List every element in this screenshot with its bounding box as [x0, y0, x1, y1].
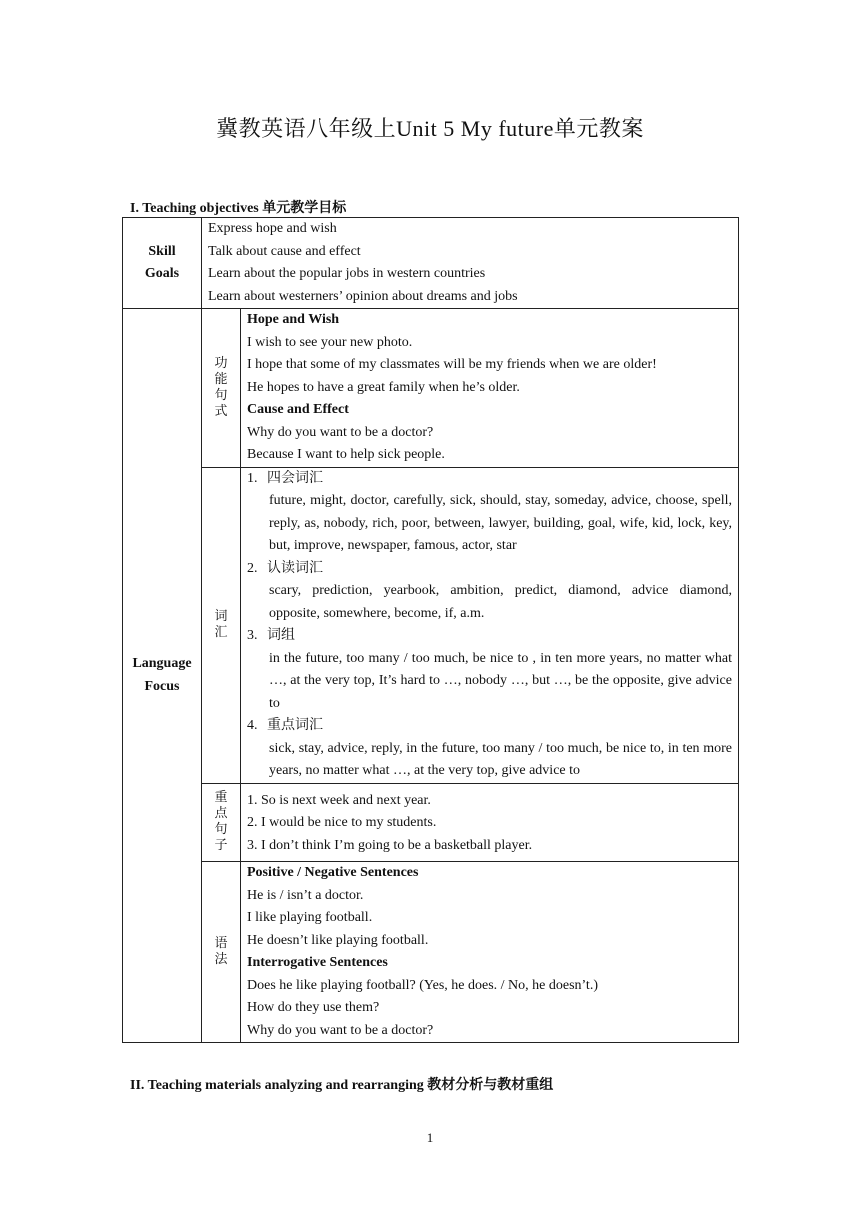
grammar-row: [123, 862, 739, 1043]
vocabulary-item-text: future, might, doctor, carefully, sick, should, stay, someday, advice, choose, spell, reply, as, nobody, rich, poor, between, lawyer, building, goal, wife, kid, lock, key, but, improve, newspaper, famous, actor, star: [269, 493, 732, 553]
vocabulary-item-number: 2.: [247, 560, 258, 576]
grammar-heading-interrogative: Interrogative Sentences: [247, 955, 388, 970]
grammar-line: He doesn’t like playing football.: [247, 932, 429, 948]
vocabulary-item-number: 3.: [247, 628, 258, 643]
grammar-label: [202, 862, 241, 1043]
key-sentence: 1. So is next week and next year.: [247, 792, 431, 808]
grammar-line: Why do you want to be a doctor?: [247, 1022, 434, 1038]
section-heading-materials: II. Teaching materials analyzing and rearranging 教材分析与教材重组: [130, 1078, 554, 1093]
functions-line: I wish to see your new photo.: [247, 334, 413, 350]
section-heading-objectives: I. Teaching objectives 单元教学目标: [130, 201, 347, 216]
functions-line: Why do you want to be a doctor?: [247, 424, 434, 440]
skill-goals-label-line2: Goals: [144, 266, 180, 281]
key-sentences-label-char: 句: [214, 822, 228, 838]
vocabulary-item-title-text: 词组: [267, 628, 295, 643]
page-number: 1: [426, 1130, 434, 1145]
page-title: 冀教英语八年级上Unit 5 My future单元教案: [216, 116, 644, 141]
vocabulary-item-title-text: 四会词汇: [267, 470, 323, 486]
skill-goals-label-line1: Skill: [148, 243, 176, 259]
grammar-line: Does he like playing football? (Yes, he does. / No, he doesn’t.): [247, 977, 598, 993]
vocabulary-item-title: [247, 468, 732, 491]
key-sentences-content: [241, 783, 739, 862]
key-sentences-label-char: 重: [214, 790, 228, 806]
vocabulary-item-number: 4.: [247, 718, 258, 733]
language-focus-label-line1: Language: [132, 656, 192, 671]
grammar-content: [241, 862, 739, 1043]
grammar-line: I like playing football.: [247, 910, 373, 925]
vocabulary-item-title: [247, 715, 732, 738]
functions-line: Because I want to help sick people.: [247, 447, 445, 462]
vocabulary-item-title-text: 认读词汇: [267, 560, 323, 576]
grammar-heading-positive-negative: Positive / Negative Sentences: [247, 865, 419, 880]
grammar-label-char: 法: [214, 952, 228, 967]
vocabulary-item-text: sick, stay, advice, reply, in the future, too many / too much, be nice to, in ten more years, no matter what …, at the very top, give advice to: [269, 740, 732, 778]
functions-line: I hope that some of my classmates will be my friends when we are older!: [247, 357, 657, 372]
vocabulary-item-title: [247, 558, 732, 581]
functions-label-char: 式: [214, 403, 228, 419]
language-focus-label-line2: Focus: [144, 678, 180, 694]
functions-line: He hopes to have a great family when he’s older.: [247, 379, 520, 395]
functions-row: [123, 309, 739, 468]
vocabulary-item-number: 1.: [247, 470, 258, 486]
objectives-table: [122, 217, 739, 1043]
vocabulary-label: [202, 467, 241, 783]
key-sentences-label-char: 子: [214, 838, 228, 854]
functions-label: [202, 309, 241, 468]
skill-goal-item: Express hope and wish: [208, 221, 337, 236]
functions-label-char: 能: [214, 371, 228, 387]
vocabulary-item-title: [247, 625, 732, 648]
key-sentence: 3. I don’t think I’m going to be a basketball player.: [247, 837, 533, 853]
vocabulary-label-char: 词: [214, 609, 228, 624]
skill-goals-row: [123, 218, 739, 309]
skill-goals-label: [123, 218, 202, 309]
vocabulary-item-text: in the future, too many / too much, be nice to , in ten more years, no matter what …, at the very top, It’s hard to …, nobody …, but …, be the opposite, give advice to: [269, 650, 732, 711]
functions-content: [241, 309, 739, 468]
vocabulary-content: [241, 467, 739, 783]
key-sentences-row: [123, 783, 739, 862]
functions-heading-hope: Hope and Wish: [247, 312, 340, 327]
skill-goal-item: Learn about the popular jobs in western countries: [208, 266, 486, 281]
grammar-label-char: 语: [214, 936, 228, 951]
language-focus-label: [123, 309, 202, 1043]
vocabulary-item-title-text: 重点词汇: [267, 718, 323, 733]
vocabulary-row: [123, 467, 739, 783]
grammar-line: How do they use them?: [247, 1000, 380, 1015]
key-sentences-label-char: 点: [214, 806, 228, 822]
skill-goals-content: [202, 218, 739, 309]
functions-label-char: 功: [214, 355, 228, 371]
vocabulary-label-char: 汇: [214, 625, 228, 640]
functions-label-char: 句: [214, 387, 228, 403]
functions-heading-cause: Cause and Effect: [247, 402, 349, 417]
key-sentences-label: [202, 783, 241, 862]
vocabulary-item-text: scary, prediction, yearbook, ambition, predict, diamond, advice diamond, opposite, somewhere, become, if, a.m.: [269, 583, 732, 621]
key-sentence: 2. I would be nice to my students.: [247, 815, 437, 830]
grammar-line: He is / isn’t a doctor.: [247, 887, 364, 903]
skill-goal-item: Learn about westerners’ opinion about dreams and jobs: [208, 288, 518, 304]
skill-goal-item: Talk about cause and effect: [208, 243, 361, 259]
